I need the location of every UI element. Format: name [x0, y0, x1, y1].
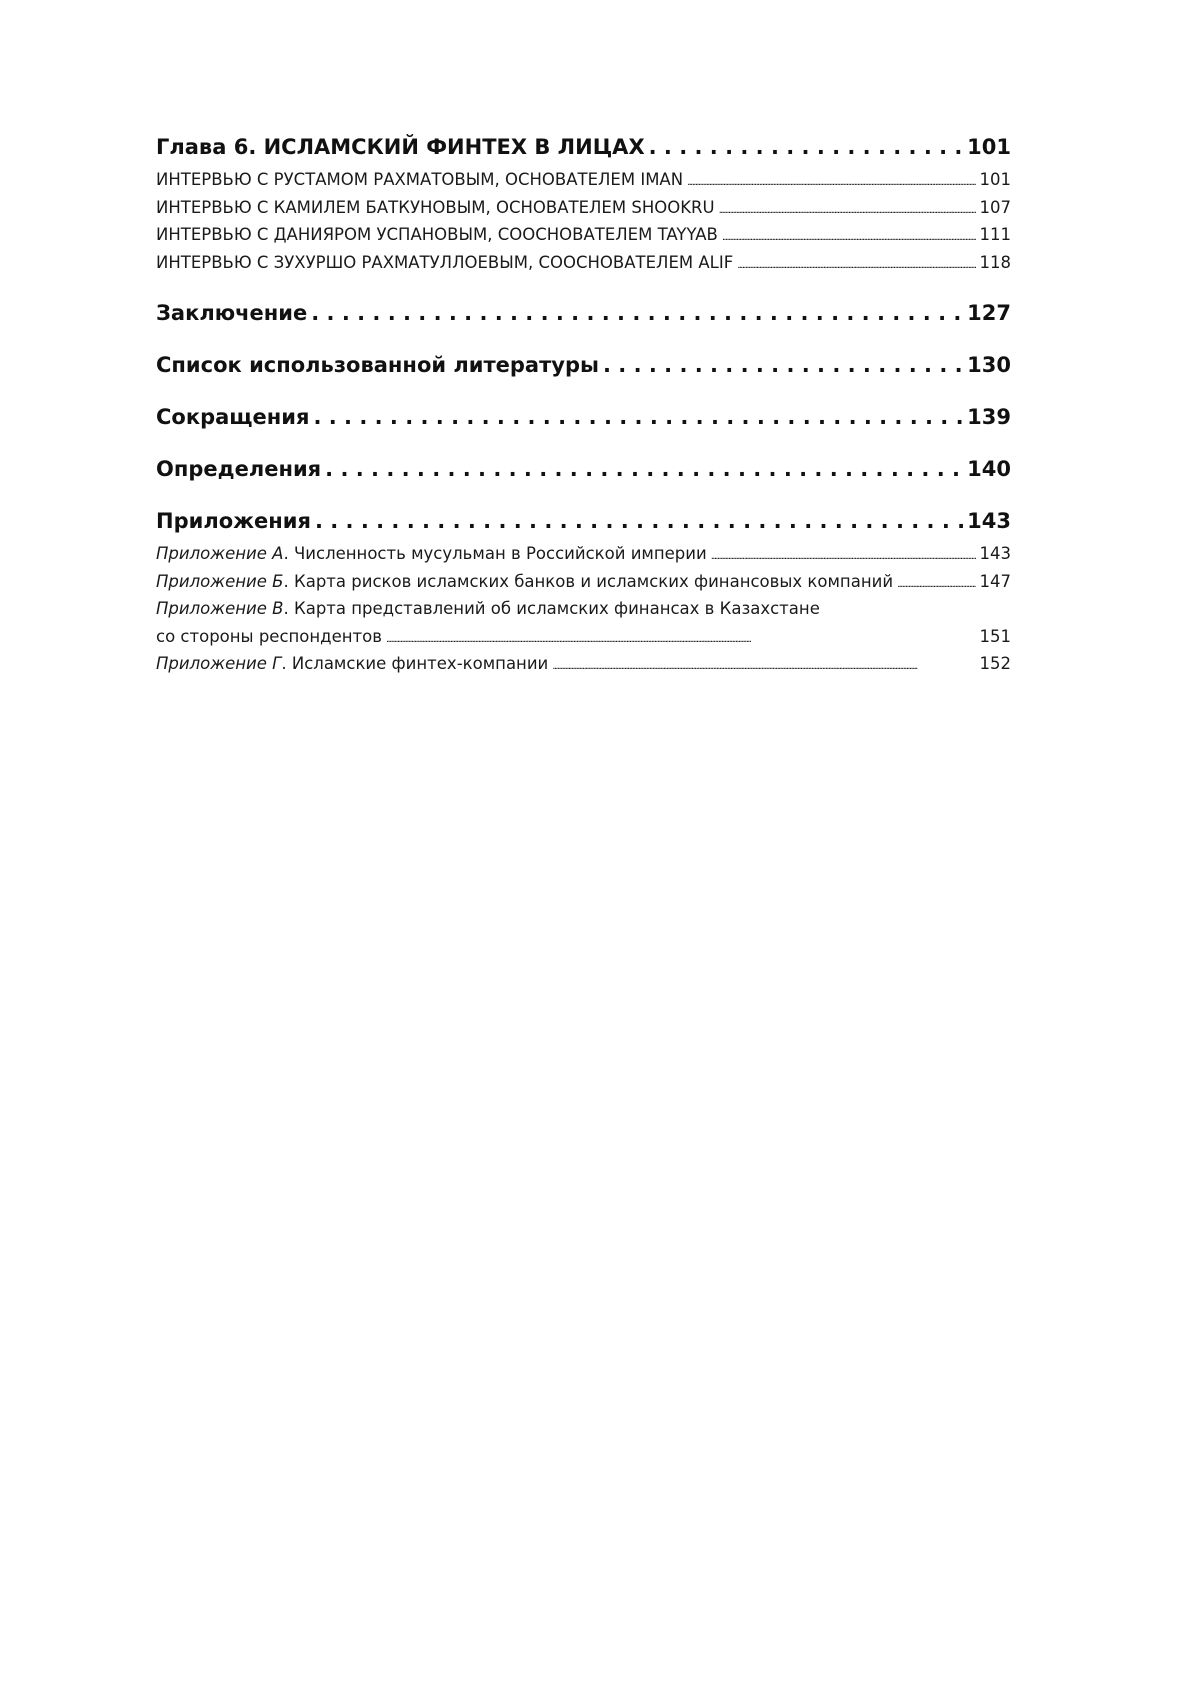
- toc-entry-title: ИНТЕРВЬЮ С КАМИЛЕМ БАТКУНОВЫМ, ОСНОВАТЕЛЕМ SHOOKRU: [156, 197, 715, 217]
- toc-leader-dots: [603, 350, 963, 380]
- toc-leader-dots: [711, 543, 976, 571]
- appendix-label: Приложение Б: [156, 571, 284, 591]
- toc-entry-title: [156, 540, 707, 568]
- toc-entry-title: ИНТЕРВЬЮ С ДАНИЯРОМ УСПАНОВЫМ, СООСНОВАТЕЛЕМ TAYYAB: [156, 225, 718, 244]
- toc-entry-title: Определения: [156, 457, 322, 481]
- toc-entry-page: 130: [967, 353, 1011, 377]
- toc-entry-title: [156, 568, 893, 596]
- toc-entry-title: ИНТЕРВЬЮ С РУСТАМОМ РАХМАТОВЫМ, ОСНОВАТЕЛЕМ IMAN: [156, 170, 684, 189]
- toc-leader-dots: [315, 506, 963, 536]
- toc-entry-references[interactable]: [156, 350, 1011, 380]
- toc-entry-chapter-6[interactable]: [156, 132, 1011, 162]
- toc-entry-interview-uspanov[interactable]: [156, 221, 1011, 249]
- toc-entry-page: 139: [967, 405, 1011, 429]
- toc-entry-appendices[interactable]: [156, 506, 1011, 536]
- toc-entry-page: 147: [979, 571, 1011, 591]
- appendix-text: . Исламские финтех-компании: [281, 654, 549, 673]
- toc-entry-appendix-v-line1[interactable]: [156, 595, 1011, 623]
- toc-leader-dots: [311, 298, 963, 328]
- toc-entry-appendix-a[interactable]: [156, 540, 1011, 568]
- toc-leader-dots: [897, 571, 975, 599]
- toc-entry-title: Заключение: [156, 301, 308, 325]
- appendix-label: Приложение А: [156, 544, 284, 563]
- toc-entry-title: со стороны респондентов: [156, 626, 382, 646]
- toc-entry-title: Глава 6. ИСЛАМСКИЙ ФИНТЕХ В ЛИЦАХ: [156, 135, 645, 159]
- toc-entry-appendix-b[interactable]: [156, 568, 1011, 596]
- toc-entry-page: 152: [979, 654, 1011, 673]
- toc-entry-page: 101: [979, 170, 1011, 189]
- toc-entry-conclusion[interactable]: [156, 298, 1011, 328]
- toc-leader-dots: [325, 454, 963, 484]
- appendix-label: Приложение В: [156, 599, 284, 618]
- toc-leader-dots: [386, 626, 976, 654]
- toc-entry-appendix-v-line2[interactable]: [156, 623, 1011, 651]
- toc-entry-page: 101: [967, 135, 1011, 159]
- toc-leader-dots: [552, 653, 975, 681]
- appendix-text: . Численность мусульман в Российской империи: [283, 544, 707, 563]
- table-of-contents: [156, 132, 1011, 678]
- toc-entry-page: 111: [979, 225, 1011, 244]
- appendix-text: . Карта представлений об исламских финансах в Казахстане: [283, 599, 820, 618]
- toc-entry-page: 107: [979, 197, 1011, 217]
- toc-entry-title: ИНТЕРВЬЮ С ЗУХУРШО РАХМАТУЛЛОЕВЫМ, СООСНОВАТЕЛЕМ ALIF: [156, 252, 734, 272]
- toc-leader-dots: [687, 169, 975, 197]
- toc-entry-page: 143: [979, 544, 1011, 563]
- toc-entry-interview-batkunov[interactable]: [156, 194, 1011, 222]
- toc-leader-dots: [313, 402, 963, 432]
- toc-entry-definitions[interactable]: [156, 454, 1011, 484]
- toc-entry-page: 143: [967, 509, 1011, 533]
- toc-entry-page: 151: [979, 626, 1011, 646]
- toc-entry-interview-rakhmatulloev[interactable]: [156, 249, 1011, 277]
- toc-entry-page: 127: [967, 301, 1011, 325]
- toc-leader-dots: [719, 197, 976, 225]
- toc-leader-dots: [649, 132, 964, 162]
- toc-entry-title: Сокращения: [156, 405, 310, 429]
- toc-entry-appendix-g[interactable]: [156, 650, 1011, 678]
- toc-entry-page: 140: [967, 457, 1011, 481]
- toc-leader-dots: [737, 252, 975, 280]
- toc-leader-dots: [722, 224, 976, 252]
- toc-entry-title: [156, 650, 548, 678]
- toc-entry-title: Список использованной литературы: [156, 353, 599, 377]
- toc-entry-page: 118: [979, 252, 1011, 272]
- toc-entry-abbreviations[interactable]: [156, 402, 1011, 432]
- toc-entry-title: Приложения: [156, 509, 311, 533]
- appendix-text: . Карта рисков исламских банков и исламских финансовых компаний: [283, 571, 894, 591]
- toc-entry-interview-rakhmatov[interactable]: [156, 166, 1011, 194]
- appendix-label: Приложение Г: [156, 654, 282, 673]
